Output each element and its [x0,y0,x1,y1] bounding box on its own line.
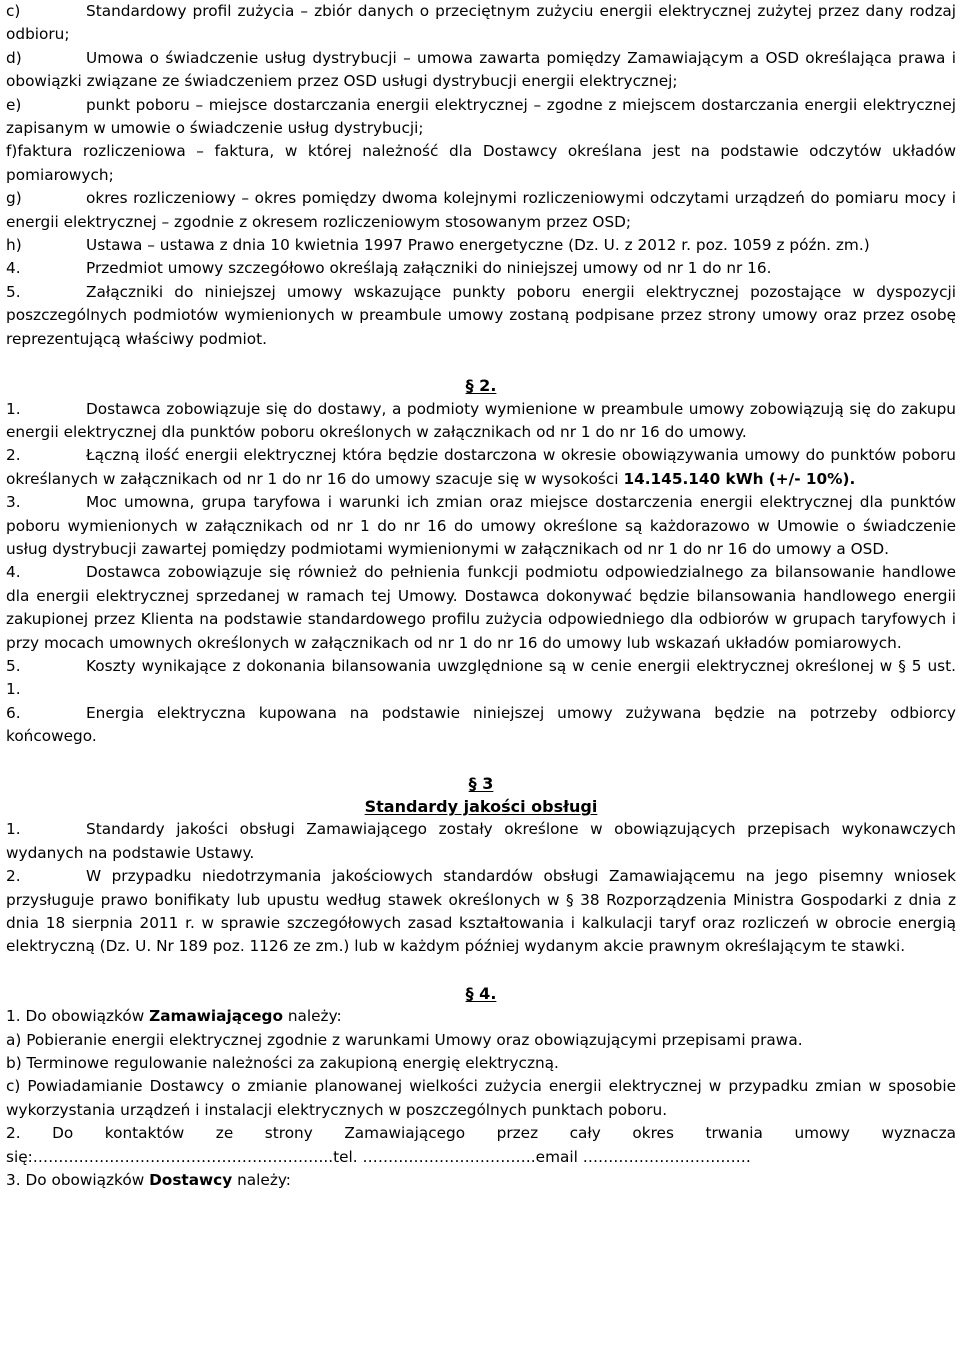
spacer [6,749,956,772]
item-text: W przypadku niedotrzymania jakościowych standardów obsługi Zamawiającemu na jego pisemny wniosek przysługuje prawo bonifikaty lub upustu według stawek określonych w § 38 Rozporządzenia Ministra Gospodarki z dnia z dnia 18 sierpnia 2011 r. w sprawie szczegółowych zasad kształtowania i kalkulacji taryf oraz rozliczeń w obrocie energią elektryczną (Dz. U. Nr 189 poz. 1126 ze zm.) lub w każdym później wydanym akcie prawnym określającym te stawki. [6,867,956,956]
definition-c [6,0,956,47]
item-label: h) [6,236,22,255]
item-text: Moc umowna, grupa taryfowa i warunki ich zmian oraz miejsce dostarczenia energii elektrycznej dla punktów poboru wymienionych w załącznikach od nr 1 do nr 16 do umowy określone są każdorazowo w Umowie o świadczenie usług dystrybucji zawartej pomiędzy podmiotami wymienionymi w załącznikach od nr 1 do nr 16 do umowy a OSD. [6,493,956,558]
party-name: Dostawcy [149,1171,233,1190]
item-label: 6. [6,703,21,722]
section-2-heading: § 2. [465,376,497,396]
item-label: 5. [6,656,21,675]
item-text: Łączną ilość energii elektrycznej która będzie dostarczona w okresie obowiązywania umowy do punktów poboru określanych w załącznikach od nr 1 do nr 16 do umowy szacuje się w wysokości [6,446,956,488]
section-2-item-6 [6,702,956,749]
item-text: Dostawca zobowiązuje się również do pełnienia funkcji podmiotu odpowiedzialnego za bilansowanie handlowe dla energii elektrycznej sprzedanej w ramach tej Umowy. Dostawca dokonywać będzie bilansowania handlowego energii zakupionej przez Klienta na podstawie standardowego profilu zużycia odpowiedniego dla odbiorów w grupach taryfowych i przy mocach umownych określonych w załącznikach od nr 1 do nr 16 do umowy lub wskazań układów pomiarowych. [6,563,956,652]
section-3-title: Standardy jakości obsługi [364,797,598,816]
item-label: c) [6,2,21,20]
item-text: Koszty wynikające z dokonania bilansowania uwzględnione są w cenie energii elektrycznej określonej w § 5 ust. 1. [6,656,956,699]
section-3-heading: § 3 [468,773,494,793]
line-text: należy: [282,1007,342,1026]
section-4-line-2: 2. Do kontaktów ze strony Zamawiającego przez cały okres trwania umowy wyznacza się:…………………………………………………..tel. …………………………….email …………………………… [6,1124,956,1166]
section-2-item-2 [6,444,956,491]
section-2-item-3 [6,491,956,561]
energy-amount: 14.145.140 kWh (+/- 10%). [623,469,856,488]
item-text: Standardy jakości obsługi Zamawiającego zostały określone w obowiązujących przepisach wykonawczych wydanych na podstawie Ustawy. [6,820,956,862]
section-4-item-c: c) Powiadamianie Dostawcy o zmianie planowanej wielkości zużycia energii elektrycznej w przypadku zmian w sposobie wykorzystania urządzeń i instalacji elektrycznych w poszczególnych punktach poboru. [6,1077,956,1119]
item-label: f) [6,142,18,161]
definition-f [6,140,956,187]
item-text: Energia elektryczna kupowana na podstawie niniejszej umowy zużywana będzie na potrzeby odbiorcy końcowego. [6,703,956,746]
item-text: Ustawa – ustawa z dnia 10 kwietnia 1997 Prawo energetyczne (Dz. U. z 2012 r. poz. 1059 z późn. zm.) [86,236,870,255]
item-label: 2. [6,867,21,886]
item-text: faktura rozliczeniowa – faktura, w której należność dla Dostawcy określana jest na podstawie odczytów układów pomiarowych; [6,142,956,184]
section-2-item-5 [6,655,956,702]
spacer [6,351,956,374]
party-name: Zamawiającego [149,1007,283,1026]
item-text: punkt poboru – miejsce dostarczania energii elektrycznej – zgodne z miejscem dostarczania energii elektrycznej zapisanym w umowie o świadczenie usług dystrybucji; [6,95,956,138]
section-4-line-1 [6,1005,956,1028]
section-3-item-1 [6,818,956,865]
line-text: 1. Do obowiązków [6,1007,150,1026]
item-text: Standardowy profil zużycia – zbiór danych o przeciętnym zużyciu energii elektrycznej zużytej przez dany rodzaj odbioru; [6,2,956,44]
item-text: okres rozliczeniowy – okres pomiędzy dwoma kolejnymi rozliczeniowymi odczytami urządzeń do pomiaru mocy i energii elektrycznej – zgodnie z okresem rozliczeniowym stosowanym przez OSD; [6,189,956,231]
definition-h [6,234,956,257]
paragraph-4 [6,257,956,280]
item-label: 4. [6,563,21,582]
section-4-item-b: b) Terminowe regulowanie należności za zakupioną energię elektryczną. [6,1054,559,1073]
item-label: 3. [6,493,21,512]
item-label: g) [6,189,22,208]
paragraph-5 [6,281,956,351]
item-text: Umowa o świadczenie usług dystrybucji – umowa zawarta pomiędzy Zamawiającym a OSD określająca prawa i obowiązki związane ze świadczeniem przez OSD usługi dystrybucji energii elektrycznej; [6,48,956,91]
line-text: należy: [232,1171,291,1190]
section-4-heading: § 4. [465,983,497,1003]
item-label: 5. [6,282,21,301]
line-text: 3. Do obowiązków [6,1171,150,1190]
section-3-item-2 [6,865,956,959]
item-label: 4. [6,259,21,278]
item-label: e) [6,95,22,114]
spacer [6,959,956,982]
item-text: Załączniki do niniejszej umowy wskazujące punkty poboru energii elektrycznej pozostające w dyspozycji poszczególnych podmiotów wymienionych w preambule umowy zostaną podpisane przez strony umowy oraz przez osobę reprezentującą właściwy podmiot. [6,282,956,348]
item-text: Przedmiot umowy szczegółowo określają załączniki do niniejszej umowy od nr 1 do nr 16. [86,259,772,278]
item-label: 2. [6,446,21,465]
section-2-item-4 [6,561,956,655]
item-text: Dostawca zobowiązuje się do dostawy, a podmioty wymienione w preambule umowy zobowiązują się do zakupu energii elektrycznej dla punktów poboru określonych w załącznikach od nr 1 do nr 16 do umowy. [6,399,956,441]
definition-g [6,187,956,234]
section-4-line-3 [6,1169,956,1192]
definition-e [6,94,956,141]
section-4-item-a: a) Pobieranie energii elektrycznej zgodnie z warunkami Umowy oraz obowiązującymi przepisami prawa. [6,1030,803,1049]
definition-d [6,47,956,94]
item-label: 1. [6,399,21,418]
section-2-item-1 [6,398,956,445]
item-label: 1. [6,820,21,839]
item-label: d) [6,48,22,67]
